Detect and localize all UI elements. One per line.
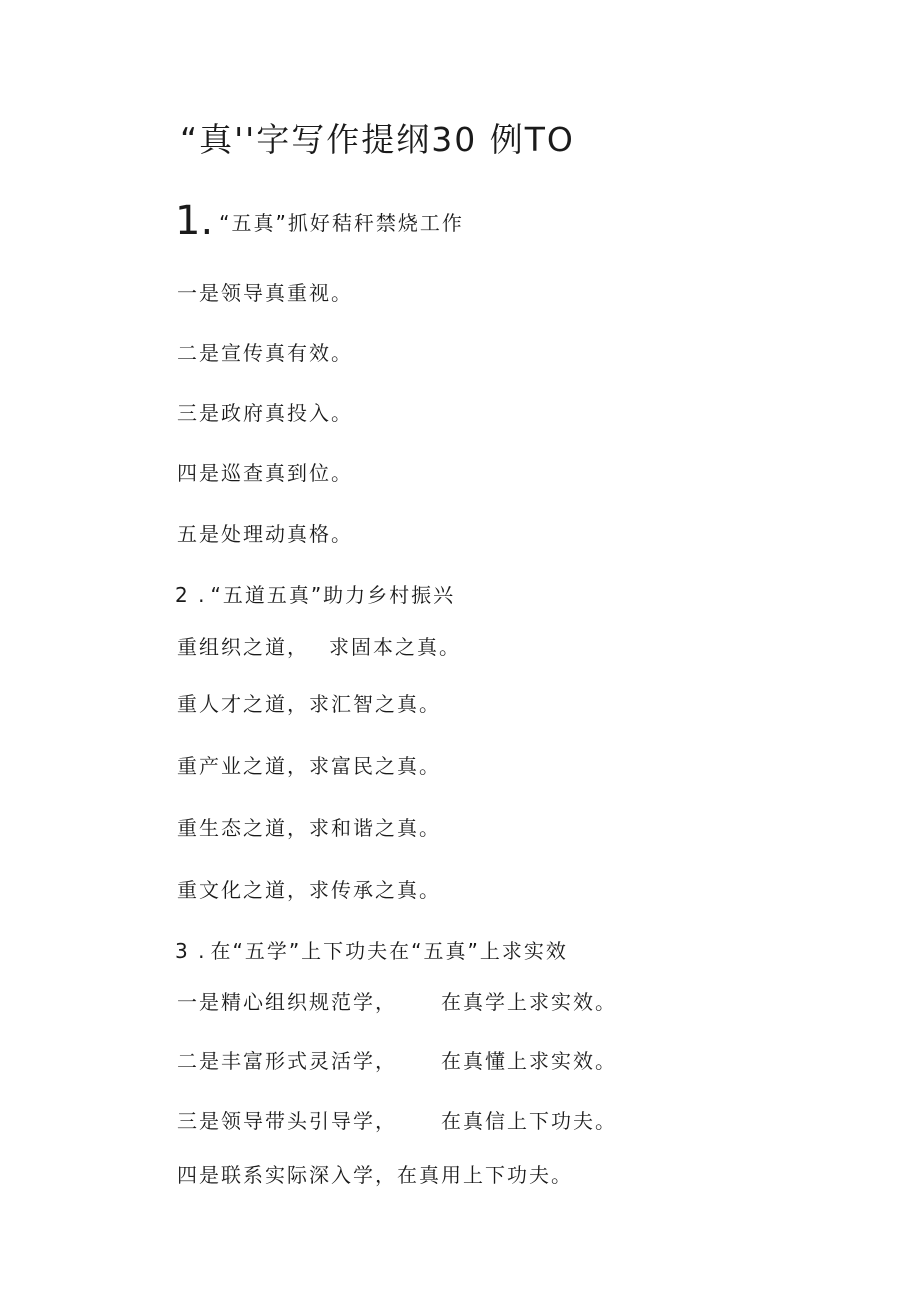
section-2-item-1-right: 求固本之真。 [329,635,461,659]
section-1-item-5: 五是处理动真格。 [177,522,353,546]
section-1-item-3: 三是政府真投入。 [177,401,353,425]
section-1-number: 1. [175,198,214,244]
section-3-title: 在“五学”上下功夫在“五真”上求实效 [210,939,568,963]
section-2-heading [175,579,455,608]
section-2-item-4: 重生态之道，求和谐之真。 [177,816,441,840]
section-3-item-2 [177,1045,617,1074]
section-2-number: 2 . [175,583,207,607]
section-3-item-2-left: 二是丰富形式灵活学， [177,1049,397,1073]
section-3-item-3-right: 在真信上下功夫。 [441,1109,617,1133]
section-3-item-1-right: 在真学上求实效。 [441,990,617,1014]
section-2-item-1 [177,631,461,660]
section-2-item-3: 重产业之道，求富民之真。 [177,754,441,778]
section-3-item-3-left: 三是领导带头引导学， [177,1109,397,1133]
section-1-heading [175,198,464,244]
section-3-item-4: 四是联系实际深入学，在真用上下功夫。 [177,1163,573,1187]
section-2-title: “五道五真”助力乡村振兴 [210,583,456,607]
section-1-item-1: 一是领导真重视。 [177,281,353,305]
section-3-item-2-right: 在真懂上求实效。 [441,1049,617,1073]
section-3-number: 3 . [175,939,207,963]
section-3-item-1-left: 一是精心组织规范学， [177,990,397,1014]
section-3-item-3 [177,1105,617,1134]
section-1-item-4: 四是巡查真到位。 [177,461,353,485]
section-2-item-1-left: 重组织之道， [177,635,309,659]
document-title: “真''字写作提纲30 例TO [180,120,575,159]
section-2-item-5: 重文化之道，求传承之真。 [177,878,441,902]
section-1-title: “五真”抓好秸秆禁烧工作 [219,211,464,235]
section-3-heading [175,935,568,964]
section-1-item-2: 二是宣传真有效。 [177,341,353,365]
section-3-item-1 [177,986,617,1015]
section-2-item-2: 重人才之道，求汇智之真。 [177,692,441,716]
